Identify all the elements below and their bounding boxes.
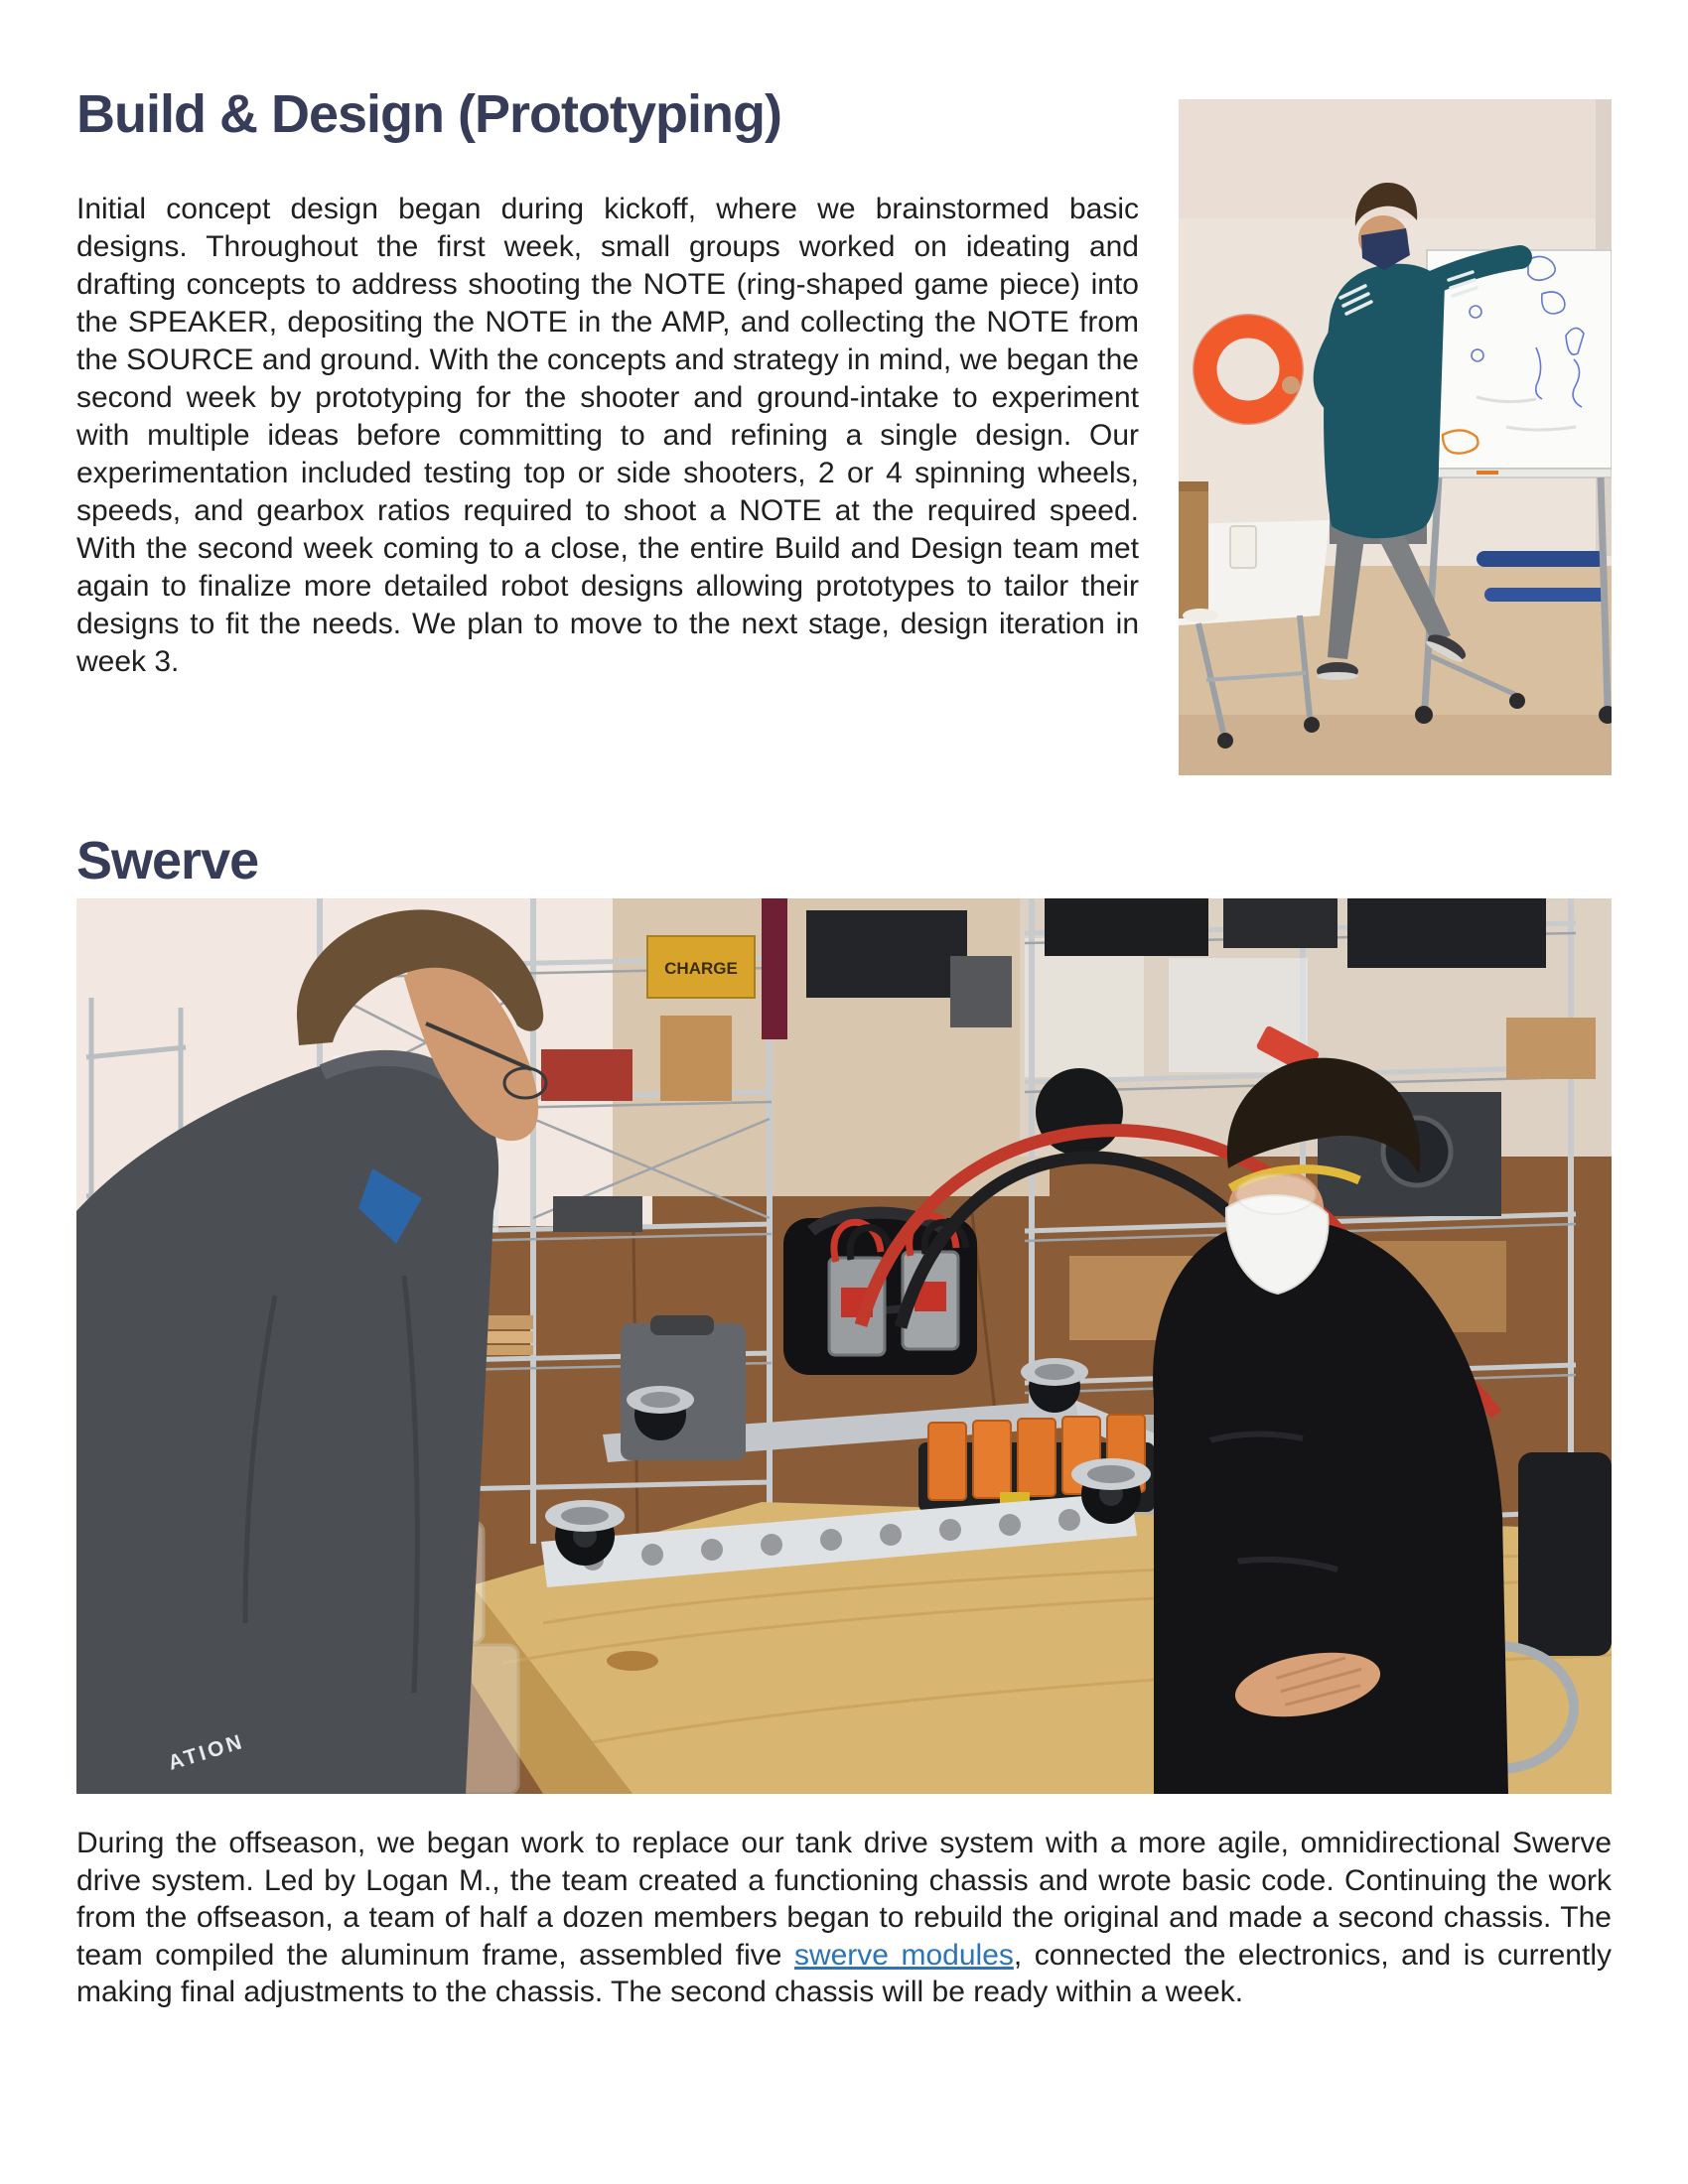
- swerve-paragraph-text-before: During the offseason, we began work to replace our tank drive system with a more agile, omnidirectional Swerve drive system. Led by Logan M., the team created a functioning chassis and wrote basic code. Continuing the work from the offseason, a team of half a dozen members began to rebuild the original and made a second chassis. The team compiled the aluminum frame, assembled five: [76, 1827, 1612, 1972]
- swerve-paragraph-text-after: , connected the electronics, and is currently making final adjustments to the chassis. The second chassis will be ready within a week.: [76, 1938, 1612, 2008]
- build-design-paragraph: Initial concept design began during kickoff, where we brainstormed basic designs. Throughout the first week, small groups worked on ideating and drafting concepts to address shooting the NOTE (ring-shaped game piece) into the SPEAKER, depositing the NOTE in the AMP, and collecting the NOTE from the SOURCE and ground. With the concepts and strategy in mind, we began the second week by prototyping for the shooter and ground-intake to experiment with multiple ideas before committing to and refining a single design. Our experimentation included testing top or side shooters, 2 or 4 spinning wheels, speeds, and gearbox ratios required to shoot a NOTE at the required speed. With the second week coming to a close, the entire Build and Design team met again to finalize more detailed robot designs allowing prototypes to tailor their designs to fit the needs. We plan to move to the next stage, design iteration in week 3.: [76, 193, 1139, 678]
- jacket-sleeve-label: ATION: [165, 1729, 247, 1775]
- whiteboard-photo-illustration: [1179, 99, 1612, 775]
- build-design-heading: Build & Design (Prototyping): [76, 84, 781, 144]
- photo-whiteboard-brainstorm: [1179, 99, 1612, 775]
- swerve-paragraph: [76, 1825, 1612, 2011]
- swerve-modules-link[interactable]: swerve modules: [793, 1938, 1014, 1972]
- swerve-heading: Swerve: [76, 831, 259, 890]
- charge-box-label: CHARGE: [664, 959, 738, 978]
- chassis-photo-illustration: [76, 898, 1612, 1794]
- photo-swerve-chassis: [76, 898, 1612, 1794]
